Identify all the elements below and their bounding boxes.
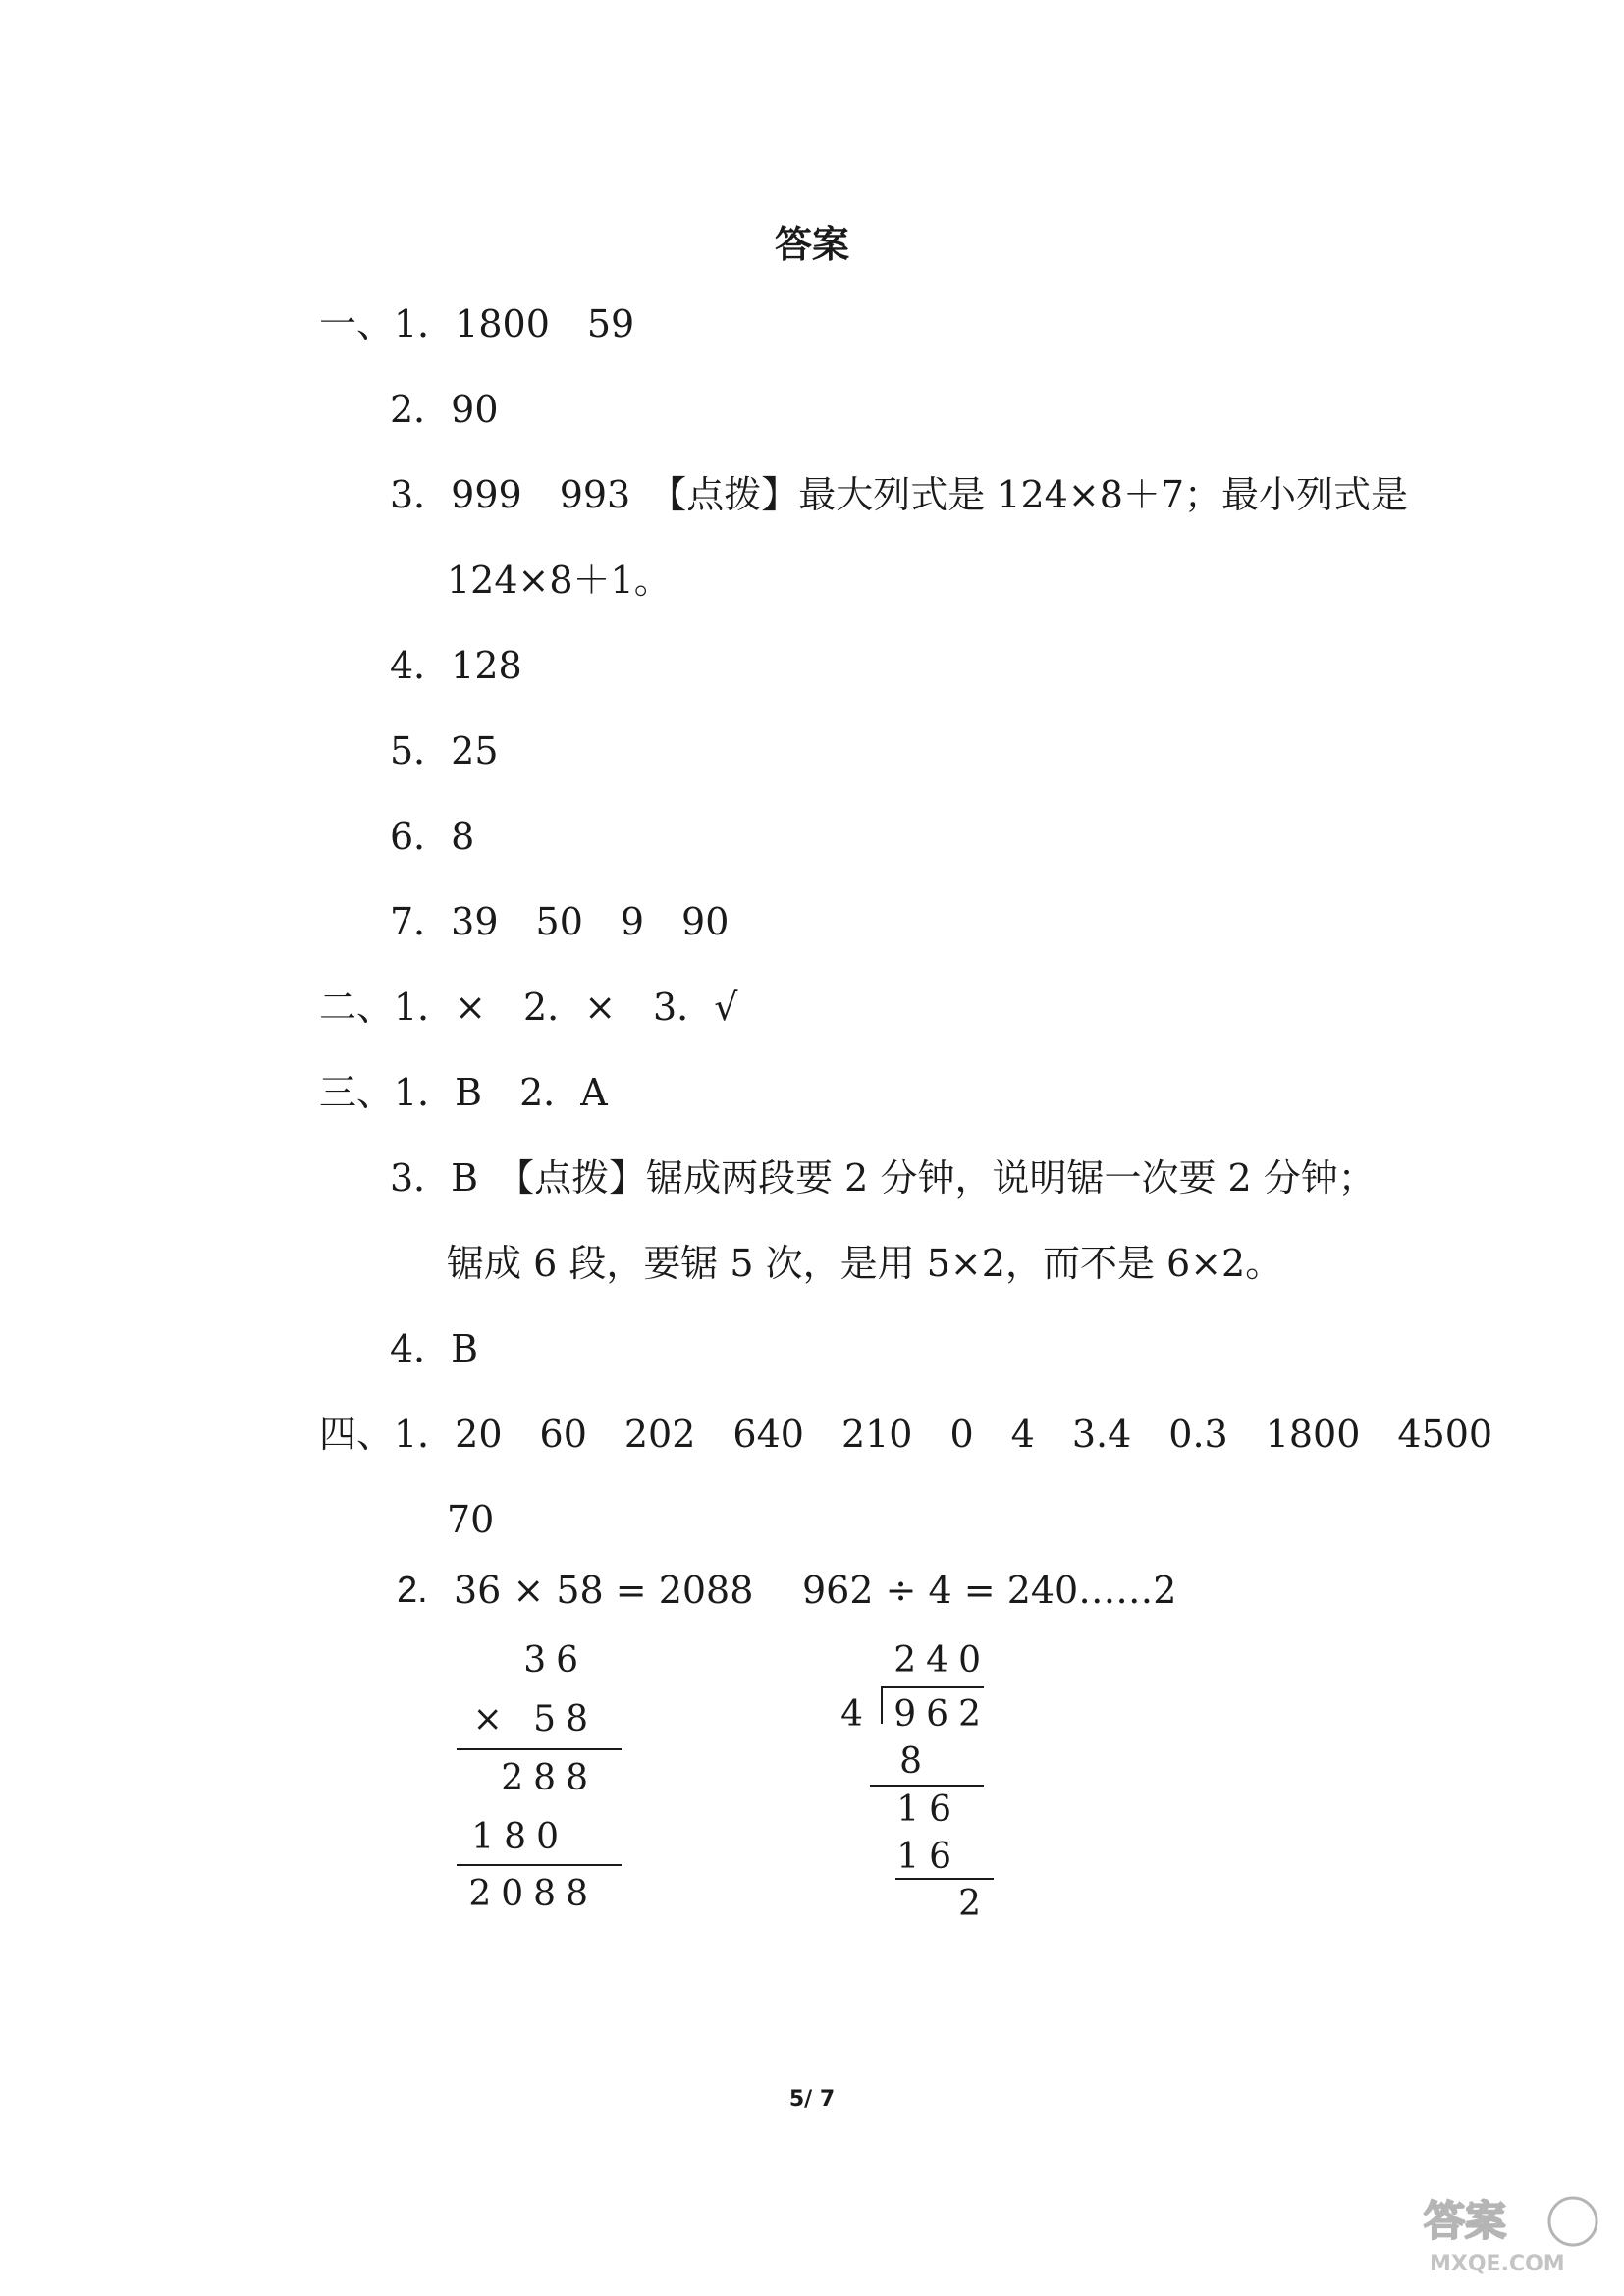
mult-row-5: 2088 <box>468 1874 598 1914</box>
div-bracket-side <box>881 1686 883 1724</box>
mult-equation: 36 × 58 = 2088 <box>454 1569 754 1612</box>
svg-text:MXQE.COM: MXQE.COM <box>1430 2252 1565 2276</box>
answer-line-1: 一、1．1800 59 <box>319 302 635 346</box>
div-divisor: 4 <box>840 1694 873 1735</box>
mult-row-2: × 58 <box>472 1699 598 1739</box>
section-2-line: 二、1．× 2．× 3．√ <box>319 986 738 1029</box>
div-bracket-top <box>882 1686 984 1688</box>
svg-text:答案: 答案 <box>1424 2197 1507 2245</box>
answer-line-2: 2．90 <box>390 388 499 431</box>
section-3-q3: 3．B 【点拨】锯成两段要 2 分钟，说明锯一次要 2 分钟； <box>390 1156 1376 1200</box>
section-3-q3-cont: 锯成 6 段，要锯 5 次，是用 5×2，而不是 6×2。 <box>447 1242 1283 1285</box>
answer-line-5: 5．25 <box>390 729 499 773</box>
section-4-line-cont: 70 <box>447 1498 495 1541</box>
answer-line-3-cont: 124×8＋1。 <box>447 559 672 602</box>
answer-line-7: 7．39 50 9 90 <box>390 900 730 943</box>
answer-line-6: 6．8 <box>390 815 475 858</box>
div-quotient: 240 <box>893 1640 991 1681</box>
calc-number: 2. <box>397 1570 428 1611</box>
mult-row-3: 288 <box>501 1758 598 1798</box>
section-3-q4: 4．B <box>390 1327 479 1370</box>
div-step-1: 8 <box>899 1741 932 1782</box>
section-4-line: 四、1．20 60 202 640 210 0 4 3.4 0.3 1800 4500 <box>319 1413 1493 1456</box>
page-number: 5/ 7 <box>788 2087 836 2111</box>
mult-row-1: 36 <box>523 1640 588 1681</box>
div-rule-1 <box>870 1785 984 1787</box>
div-step-3: 16 <box>896 1837 961 1877</box>
div-rule-2 <box>895 1878 994 1880</box>
page-title: 答案 <box>774 223 849 266</box>
watermark-logo <box>1418 2184 1604 2278</box>
mult-rule-1 <box>457 1748 622 1750</box>
answer-line-3: 3．999 993 【点拨】最大列式是 124×8＋7；最小列式是 <box>390 473 1409 516</box>
mult-rule-2 <box>457 1864 622 1866</box>
div-dividend: 962 <box>893 1694 991 1735</box>
div-remainder: 2 <box>958 1884 991 1924</box>
mult-row-4: 180 <box>471 1817 568 1857</box>
answer-line-4: 4．128 <box>390 644 522 687</box>
div-step-2: 16 <box>896 1789 961 1830</box>
section-3-line: 三、1．B 2．A <box>319 1071 608 1114</box>
div-equation: 962 ÷ 4 = 240……2 <box>802 1569 1177 1612</box>
